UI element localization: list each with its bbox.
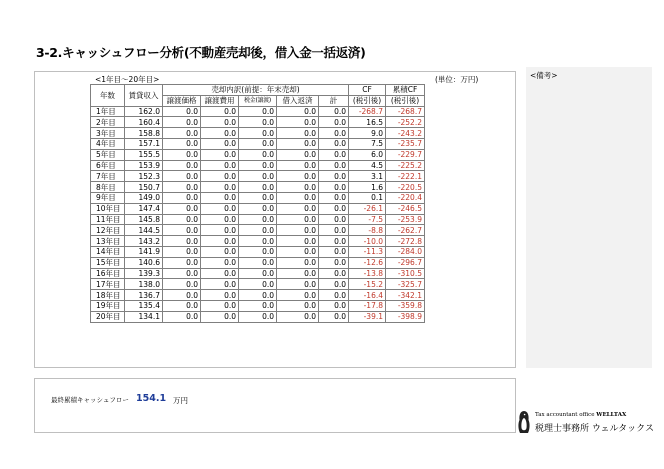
loan-repayment-cell: 0.0: [277, 236, 319, 247]
cumulative-cf-cell: -220.5: [386, 182, 425, 193]
table-row: [91, 268, 425, 279]
table-row: [91, 236, 425, 247]
loan-repayment-cell: 0.0: [277, 246, 319, 257]
year-cell: 2年目: [91, 117, 125, 128]
cf-cell: -8.8: [349, 225, 386, 236]
year-cell: 17年目: [91, 279, 125, 290]
total-cell: 0.0: [319, 257, 349, 268]
sale-price-cell: 0.0: [163, 106, 201, 117]
sale-price-cell: 0.0: [163, 311, 201, 322]
cumulative-cf-cell: -268.7: [386, 106, 425, 117]
sale-price-cell: 0.0: [163, 214, 201, 225]
table-row: [91, 117, 425, 128]
table-row: [91, 128, 425, 139]
sale-cost-cell: 0.0: [201, 106, 239, 117]
cf-cell: -13.8: [349, 268, 386, 279]
year-cell: 16年目: [91, 268, 125, 279]
sale-price-cell: 0.0: [163, 268, 201, 279]
cumulative-cf-cell: -296.7: [386, 257, 425, 268]
table-row: [91, 160, 425, 171]
sale-price-cell: 0.0: [163, 182, 201, 193]
sale-price-cell: 0.0: [163, 138, 201, 149]
rent-cell: 145.8: [125, 214, 163, 225]
loan-repayment-cell: 0.0: [277, 257, 319, 268]
table-row: [91, 257, 425, 268]
loan-repayment-cell: 0.0: [277, 290, 319, 301]
year-cell: 5年目: [91, 149, 125, 160]
cf-cell: 1.6: [349, 182, 386, 193]
sale-cost-cell: 0.0: [201, 160, 239, 171]
sale-cost-cell: 0.0: [201, 279, 239, 290]
year-cell: 1年目: [91, 106, 125, 117]
total-cell: 0.0: [319, 128, 349, 139]
cf-cell: -26.1: [349, 203, 386, 214]
cumulative-cf-cell: -225.2: [386, 160, 425, 171]
cumulative-cf-cell: -246.5: [386, 203, 425, 214]
sale-price-cell: 0.0: [163, 192, 201, 203]
sale-price-cell: 0.0: [163, 160, 201, 171]
sale-cost-cell: 0.0: [201, 192, 239, 203]
total-cell: 0.0: [319, 117, 349, 128]
tax-cell: 0.0: [239, 214, 277, 225]
table-row: [91, 106, 425, 117]
tax-cell: 0.0: [239, 160, 277, 171]
total-cell: 0.0: [319, 268, 349, 279]
company-logo: [517, 410, 657, 436]
cf-cell: -7.5: [349, 214, 386, 225]
cumulative-cf-cell: -252.2: [386, 117, 425, 128]
sale-cost-cell: 0.0: [201, 268, 239, 279]
rent-cell: 138.0: [125, 279, 163, 290]
year-cell: 11年目: [91, 214, 125, 225]
year-cell: 6年目: [91, 160, 125, 171]
total-cell: 0.0: [319, 171, 349, 182]
rent-cell: 152.3: [125, 171, 163, 182]
cumulative-cf-cell: -398.9: [386, 311, 425, 322]
total-cell: 0.0: [319, 236, 349, 247]
header-sale-price: 譲渡価格: [163, 95, 201, 106]
tax-cell: 0.0: [239, 149, 277, 160]
cf-cell: 4.5: [349, 160, 386, 171]
header-sale-breakdown: 売却内訳(前提：年末売却): [163, 85, 349, 96]
logo-english: Tax accountant office WELLTAX: [535, 412, 627, 418]
sale-price-cell: 0.0: [163, 225, 201, 236]
cumulative-cf-cell: -359.8: [386, 300, 425, 311]
sale-cost-cell: 0.0: [201, 257, 239, 268]
range-label: <1年目～20年目>: [95, 75, 160, 84]
rent-cell: 158.8: [125, 128, 163, 139]
table-row: [91, 246, 425, 257]
sale-cost-cell: 0.0: [201, 225, 239, 236]
loan-repayment-cell: 0.0: [277, 128, 319, 139]
total-cell: 0.0: [319, 138, 349, 149]
sale-price-cell: 0.0: [163, 246, 201, 257]
header-loan: 借入返済: [277, 95, 319, 106]
header-year: 年数: [91, 85, 125, 107]
tax-cell: 0.0: [239, 311, 277, 322]
sale-cost-cell: 0.0: [201, 236, 239, 247]
year-cell: 19年目: [91, 300, 125, 311]
cumulative-cf-cell: -253.9: [386, 214, 425, 225]
tax-cell: 0.0: [239, 236, 277, 247]
cumulative-cf-cell: -229.7: [386, 149, 425, 160]
sale-price-cell: 0.0: [163, 149, 201, 160]
year-cell: 12年目: [91, 225, 125, 236]
total-cell: 0.0: [319, 149, 349, 160]
table-row: [91, 300, 425, 311]
rent-cell: 143.2: [125, 236, 163, 247]
sale-price-cell: 0.0: [163, 300, 201, 311]
header-cumulative-after-tax: (税引後): [386, 95, 425, 106]
sale-price-cell: 0.0: [163, 128, 201, 139]
sale-price-cell: 0.0: [163, 236, 201, 247]
table-row: [91, 225, 425, 236]
header-cumulative-cf: 累積CF: [386, 85, 425, 96]
loan-repayment-cell: 0.0: [277, 300, 319, 311]
sale-price-cell: 0.0: [163, 203, 201, 214]
cf-cell: 3.1: [349, 171, 386, 182]
cf-cell: -15.2: [349, 279, 386, 290]
tax-cell: 0.0: [239, 106, 277, 117]
rent-cell: 160.4: [125, 117, 163, 128]
table-row: [91, 214, 425, 225]
table-row: [91, 171, 425, 182]
tax-cell: 0.0: [239, 138, 277, 149]
tax-cell: 0.0: [239, 192, 277, 203]
loan-repayment-cell: 0.0: [277, 279, 319, 290]
rent-cell: 150.7: [125, 182, 163, 193]
cumulative-cf-cell: -220.4: [386, 192, 425, 203]
summary-unit: 万円: [173, 395, 188, 405]
total-cell: 0.0: [319, 182, 349, 193]
summary-box: [34, 378, 516, 433]
cf-cell: -10.0: [349, 236, 386, 247]
loan-repayment-cell: 0.0: [277, 268, 319, 279]
rent-cell: 141.9: [125, 246, 163, 257]
cashflow-panel: [34, 71, 516, 368]
tax-cell: 0.0: [239, 203, 277, 214]
rent-cell: 140.6: [125, 257, 163, 268]
sale-cost-cell: 0.0: [201, 149, 239, 160]
tax-cell: 0.0: [239, 268, 277, 279]
sale-cost-cell: 0.0: [201, 203, 239, 214]
year-cell: 3年目: [91, 128, 125, 139]
total-cell: 0.0: [319, 192, 349, 203]
cf-cell: -16.4: [349, 290, 386, 301]
cf-cell: 16.5: [349, 117, 386, 128]
sale-cost-cell: 0.0: [201, 214, 239, 225]
loan-repayment-cell: 0.0: [277, 192, 319, 203]
sale-cost-cell: 0.0: [201, 182, 239, 193]
year-cell: 8年目: [91, 182, 125, 193]
sale-cost-cell: 0.0: [201, 117, 239, 128]
year-cell: 13年目: [91, 236, 125, 247]
cumulative-cf-cell: -325.7: [386, 279, 425, 290]
cumulative-cf-cell: -310.5: [386, 268, 425, 279]
total-cell: 0.0: [319, 290, 349, 301]
cf-cell: -11.3: [349, 246, 386, 257]
cumulative-cf-cell: -243.2: [386, 128, 425, 139]
loan-repayment-cell: 0.0: [277, 171, 319, 182]
table-row: [91, 149, 425, 160]
header-rent: 賃貸収入: [125, 85, 163, 107]
rent-cell: 153.9: [125, 160, 163, 171]
loan-repayment-cell: 0.0: [277, 203, 319, 214]
year-cell: 15年目: [91, 257, 125, 268]
header-tax: 税金(譲渡): [239, 95, 277, 106]
tax-cell: 0.0: [239, 246, 277, 257]
cf-cell: -17.8: [349, 300, 386, 311]
sale-cost-cell: 0.0: [201, 128, 239, 139]
sale-cost-cell: 0.0: [201, 290, 239, 301]
loan-repayment-cell: 0.0: [277, 160, 319, 171]
rent-cell: 147.4: [125, 203, 163, 214]
page-title: 3-2.キャッシュフロー分析(不動産売却後，借入金一括返済): [36, 45, 366, 60]
rent-cell: 136.7: [125, 290, 163, 301]
rent-cell: 134.1: [125, 311, 163, 322]
tax-cell: 0.0: [239, 128, 277, 139]
cf-cell: -39.1: [349, 311, 386, 322]
penguin-logo-icon: [517, 410, 531, 434]
cumulative-cf-cell: -284.0: [386, 246, 425, 257]
table-row: [91, 138, 425, 149]
header-cf: CF: [349, 85, 386, 96]
sale-cost-cell: 0.0: [201, 300, 239, 311]
header-cf-after-tax: (税引後): [349, 95, 386, 106]
notes-label: <備考>: [530, 71, 558, 80]
tax-cell: 0.0: [239, 225, 277, 236]
tax-cell: 0.0: [239, 300, 277, 311]
rent-cell: 144.5: [125, 225, 163, 236]
loan-repayment-cell: 0.0: [277, 214, 319, 225]
rent-cell: 135.4: [125, 300, 163, 311]
cumulative-cf-cell: -272.8: [386, 236, 425, 247]
total-cell: 0.0: [319, 106, 349, 117]
sale-price-cell: 0.0: [163, 117, 201, 128]
table-row: [91, 203, 425, 214]
cumulative-cf-cell: -262.7: [386, 225, 425, 236]
year-cell: 4年目: [91, 138, 125, 149]
total-cell: 0.0: [319, 246, 349, 257]
table-row: [91, 311, 425, 322]
year-cell: 18年目: [91, 290, 125, 301]
sale-price-cell: 0.0: [163, 171, 201, 182]
total-cell: 0.0: [319, 203, 349, 214]
total-cell: 0.0: [319, 311, 349, 322]
rent-cell: 149.0: [125, 192, 163, 203]
sale-price-cell: 0.0: [163, 257, 201, 268]
sale-price-cell: 0.0: [163, 279, 201, 290]
total-cell: 0.0: [319, 225, 349, 236]
loan-repayment-cell: 0.0: [277, 225, 319, 236]
rent-cell: 139.3: [125, 268, 163, 279]
cashflow-table-body: [91, 106, 425, 322]
cashflow-table: [90, 84, 425, 323]
logo-japanese: 税理士事務所 ウェルタックス: [535, 424, 655, 434]
unit-label: (単位：万円): [435, 75, 479, 84]
cumulative-cf-cell: -342.1: [386, 290, 425, 301]
year-cell: 14年目: [91, 246, 125, 257]
cf-cell: 6.0: [349, 149, 386, 160]
header-total: 計: [319, 95, 349, 106]
tax-cell: 0.0: [239, 182, 277, 193]
total-cell: 0.0: [319, 300, 349, 311]
sale-cost-cell: 0.0: [201, 138, 239, 149]
year-cell: 10年目: [91, 203, 125, 214]
rent-cell: 162.0: [125, 106, 163, 117]
total-cell: 0.0: [319, 279, 349, 290]
notes-panel: [526, 67, 652, 368]
cf-cell: 0.1: [349, 192, 386, 203]
summary-label: 最終累積キャッシュフロー: [51, 396, 129, 404]
cumulative-cf-cell: -235.7: [386, 138, 425, 149]
cf-cell: 7.5: [349, 138, 386, 149]
year-cell: 20年目: [91, 311, 125, 322]
cf-cell: -12.6: [349, 257, 386, 268]
tax-cell: 0.0: [239, 257, 277, 268]
tax-cell: 0.0: [239, 117, 277, 128]
loan-repayment-cell: 0.0: [277, 182, 319, 193]
sale-price-cell: 0.0: [163, 290, 201, 301]
tax-cell: 0.0: [239, 171, 277, 182]
loan-repayment-cell: 0.0: [277, 106, 319, 117]
sale-cost-cell: 0.0: [201, 171, 239, 182]
total-cell: 0.0: [319, 214, 349, 225]
cumulative-cf-cell: -222.1: [386, 171, 425, 182]
table-row: [91, 192, 425, 203]
tax-cell: 0.0: [239, 279, 277, 290]
cf-cell: 9.0: [349, 128, 386, 139]
loan-repayment-cell: 0.0: [277, 311, 319, 322]
table-row: [91, 182, 425, 193]
cf-cell: -268.7: [349, 106, 386, 117]
summary-value: 154.1: [136, 393, 167, 404]
table-row: [91, 290, 425, 301]
loan-repayment-cell: 0.0: [277, 149, 319, 160]
total-cell: 0.0: [319, 160, 349, 171]
table-row: [91, 279, 425, 290]
year-cell: 7年目: [91, 171, 125, 182]
rent-cell: 157.1: [125, 138, 163, 149]
rent-cell: 155.5: [125, 149, 163, 160]
loan-repayment-cell: 0.0: [277, 117, 319, 128]
sale-cost-cell: 0.0: [201, 246, 239, 257]
sale-cost-cell: 0.0: [201, 311, 239, 322]
year-cell: 9年目: [91, 192, 125, 203]
tax-cell: 0.0: [239, 290, 277, 301]
loan-repayment-cell: 0.0: [277, 138, 319, 149]
header-sale-cost: 譲渡費用: [201, 95, 239, 106]
